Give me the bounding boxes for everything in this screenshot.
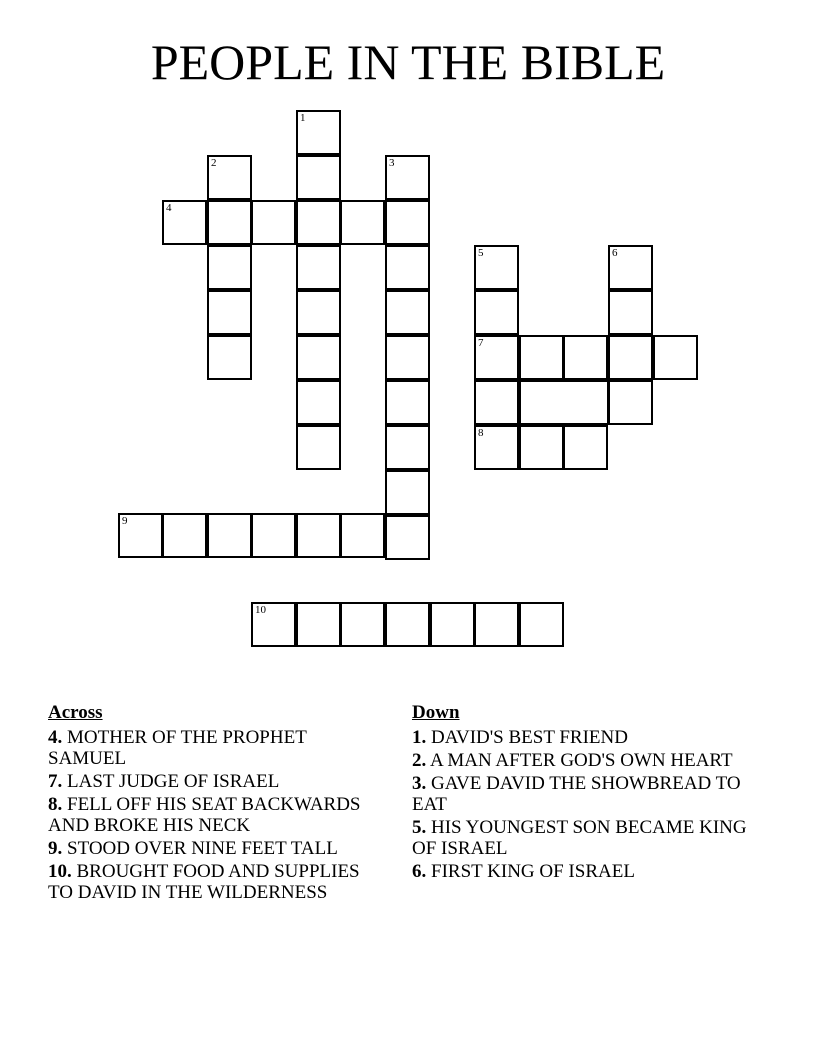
crossword-cell[interactable]	[563, 335, 608, 380]
crossword-cell[interactable]	[162, 200, 207, 245]
crossword-cell[interactable]	[608, 380, 653, 425]
clue-num: 2.	[412, 750, 427, 771]
crossword-cell[interactable]	[296, 513, 341, 558]
clue-text: A MAN AFTER GOD'S OWN HEART	[429, 750, 733, 771]
clue-number: 1	[300, 112, 306, 124]
crossword-cell[interactable]	[118, 513, 163, 558]
clue-text: STOOD OVER NINE FEET TALL	[67, 838, 338, 859]
crossword-block	[519, 380, 609, 425]
clue-number: 9	[122, 515, 128, 527]
clue-num: 8.	[48, 794, 63, 815]
crossword-cell[interactable]	[251, 200, 296, 245]
crossword-cell[interactable]	[340, 602, 385, 647]
clue-item	[412, 727, 752, 748]
clue-item	[48, 794, 388, 836]
crossword-cell[interactable]	[474, 245, 519, 290]
crossword-cell[interactable]	[207, 245, 252, 290]
clue-item	[412, 750, 752, 771]
crossword-cell[interactable]	[385, 380, 430, 425]
clue-num: 7.	[48, 771, 63, 792]
clue-item	[48, 771, 388, 792]
crossword-cell[interactable]	[474, 290, 519, 335]
down-clues	[412, 702, 752, 884]
clue-number: 3	[389, 157, 395, 169]
clue-number: 2	[211, 157, 217, 169]
crossword-cell[interactable]	[474, 380, 519, 425]
clue-num: 4.	[48, 727, 63, 748]
crossword-cell[interactable]	[207, 513, 252, 558]
crossword-cell[interactable]	[653, 335, 698, 380]
clue-num: 10.	[48, 861, 72, 882]
clue-text: BROUGHT FOOD AND SUPPLIES TO DAVID IN THE WILDERNESS	[48, 861, 360, 903]
crossword-cell[interactable]	[519, 602, 564, 647]
crossword-cell[interactable]	[563, 425, 608, 470]
crossword-cell[interactable]	[385, 245, 430, 290]
clue-text: MOTHER OF THE PROPHET SAMUEL	[48, 727, 307, 769]
clue-num: 9.	[48, 838, 63, 859]
clue-number: 5	[478, 247, 484, 259]
clue-num: 1.	[412, 727, 427, 748]
crossword-cell[interactable]	[207, 290, 252, 335]
clue-number: 7	[478, 337, 484, 349]
crossword-cell[interactable]	[296, 425, 341, 470]
crossword-cell[interactable]	[296, 380, 341, 425]
crossword-cell[interactable]	[296, 290, 341, 335]
crossword-cell[interactable]	[385, 470, 430, 515]
clue-number: 8	[478, 427, 484, 439]
down-heading: Down	[412, 702, 460, 723]
clue-item	[412, 773, 752, 815]
crossword-cell[interactable]	[385, 200, 430, 245]
crossword-cell[interactable]	[385, 155, 430, 200]
clue-item	[48, 838, 388, 859]
across-clues	[48, 702, 388, 905]
crossword-cell[interactable]	[519, 335, 564, 380]
crossword-cell[interactable]	[608, 245, 653, 290]
crossword-cell[interactable]	[385, 335, 430, 380]
clue-number: 10	[255, 604, 266, 616]
clue-text: DAVID'S BEST FRIEND	[431, 727, 628, 748]
crossword-cell[interactable]	[296, 245, 341, 290]
clue-text: GAVE DAVID THE SHOWBREAD TO EAT	[412, 773, 741, 815]
clue-text: FIRST KING OF ISRAEL	[431, 861, 635, 882]
crossword-cell[interactable]	[385, 425, 430, 470]
clue-item	[48, 861, 388, 903]
page-title: PEOPLE IN THE BIBLE	[150, 34, 666, 90]
clue-text: FELL OFF HIS SEAT BACKWARDS AND BROKE HIS NECK	[48, 794, 361, 836]
crossword-cell[interactable]	[608, 290, 653, 335]
crossword-cell[interactable]	[340, 200, 385, 245]
crossword-cell[interactable]	[430, 602, 475, 647]
clue-num: 6.	[412, 861, 427, 882]
crossword-cell[interactable]	[207, 155, 252, 200]
clue-num: 3.	[412, 773, 427, 794]
crossword-cell[interactable]	[296, 200, 341, 245]
clue-item	[412, 861, 752, 882]
crossword-cell[interactable]	[162, 513, 207, 558]
clue-number: 4	[166, 202, 172, 214]
crossword-cell[interactable]	[385, 515, 430, 560]
crossword-cell[interactable]	[385, 602, 430, 647]
crossword-cell[interactable]	[296, 155, 341, 200]
clue-item	[412, 817, 752, 859]
crossword-cell[interactable]	[296, 602, 341, 647]
clue-text: LAST JUDGE OF ISRAEL	[67, 771, 280, 792]
crossword-cell[interactable]	[296, 110, 341, 155]
crossword-cell[interactable]	[474, 425, 519, 470]
crossword-cell[interactable]	[207, 200, 252, 245]
crossword-cell[interactable]	[474, 602, 519, 647]
clue-item	[48, 727, 388, 769]
clue-text: HIS YOUNGEST SON BECAME KING OF ISRAEL	[412, 817, 747, 859]
crossword-cell[interactable]	[340, 513, 385, 558]
clue-number: 6	[612, 247, 618, 259]
crossword-cell[interactable]	[296, 335, 341, 380]
crossword-cell[interactable]	[519, 425, 564, 470]
crossword-cell[interactable]	[474, 335, 519, 380]
crossword-cell[interactable]	[385, 290, 430, 335]
crossword-cell[interactable]	[251, 513, 296, 558]
across-heading: Across	[48, 702, 103, 723]
crossword-cell[interactable]	[608, 335, 653, 380]
crossword-cell[interactable]	[207, 335, 252, 380]
clue-num: 5.	[412, 817, 427, 838]
crossword-cell[interactable]	[251, 602, 296, 647]
